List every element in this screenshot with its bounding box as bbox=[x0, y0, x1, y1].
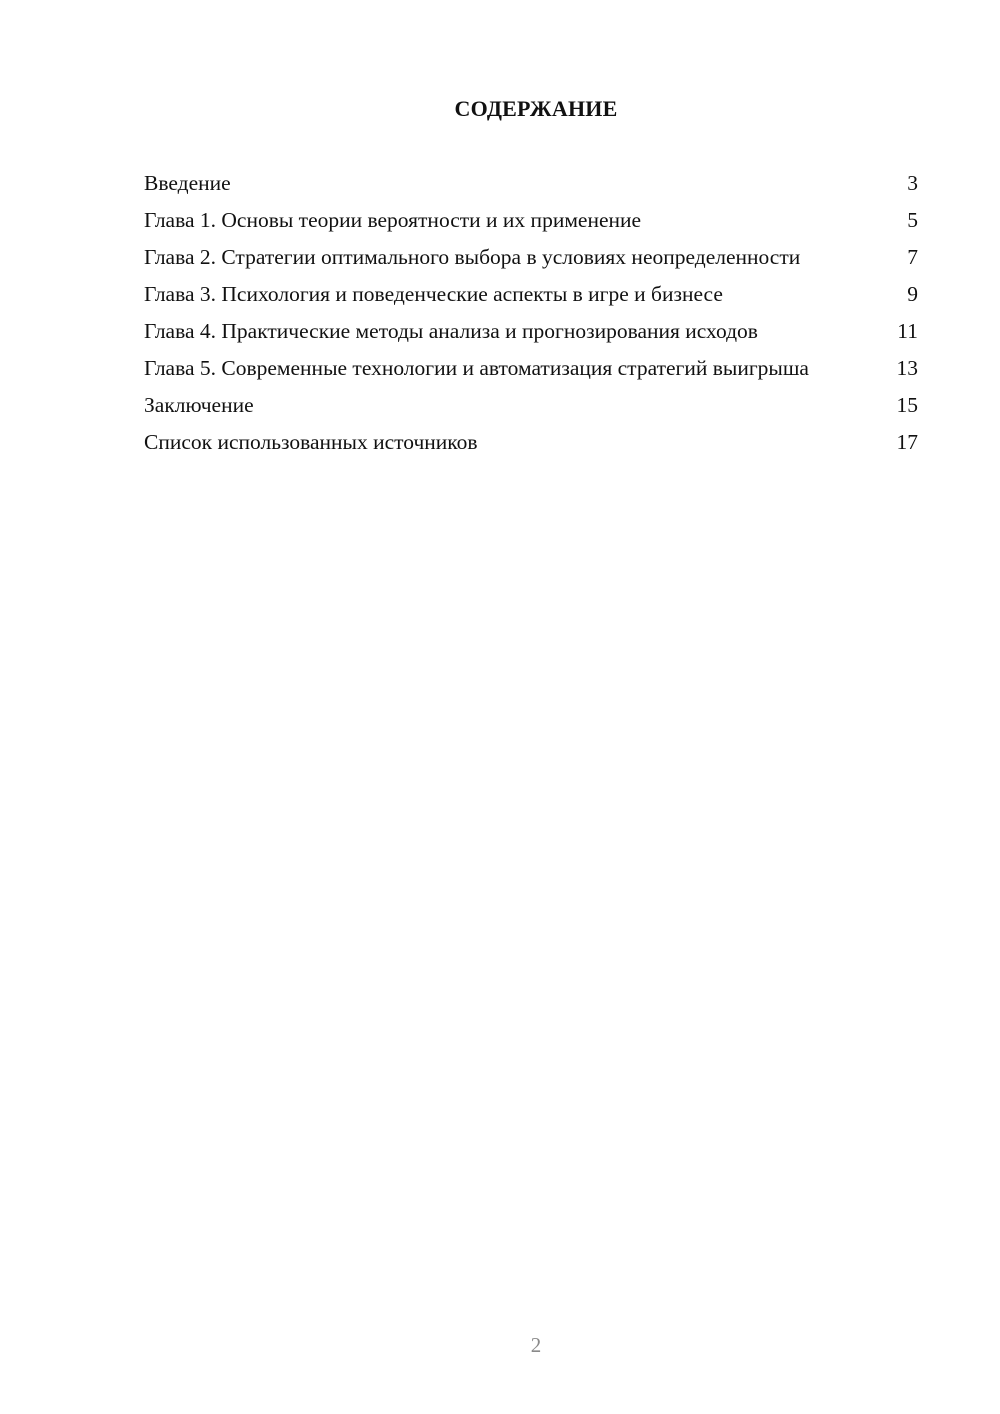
toc-entry[interactable] bbox=[144, 318, 918, 345]
toc-entry[interactable] bbox=[144, 355, 918, 382]
toc-entry-page: 9 bbox=[907, 282, 918, 306]
toc-entry-page: 5 bbox=[907, 208, 918, 232]
toc-entry-title: Список использованных источников bbox=[144, 430, 478, 454]
toc-entry-title: Заключение bbox=[144, 393, 254, 417]
toc-entry[interactable] bbox=[144, 281, 918, 308]
toc-entry[interactable] bbox=[144, 244, 918, 271]
page-title: СОДЕРЖАНИЕ bbox=[454, 96, 618, 121]
toc-entry-title: Глава 4. Практические методы анализа и прогнозирования исходов bbox=[144, 319, 758, 343]
toc-entry-title: Глава 2. Стратегии оптимального выбора в условиях неопределенности bbox=[144, 245, 801, 269]
toc-entry[interactable] bbox=[144, 207, 918, 234]
page-number: 2 bbox=[530, 1333, 542, 1357]
toc-entry-page: 15 bbox=[896, 393, 918, 417]
toc-entry-page: 3 bbox=[907, 171, 918, 195]
toc-entry-title: Глава 1. Основы теории вероятности и их применение bbox=[144, 208, 642, 232]
toc-entry-page: 11 bbox=[897, 319, 918, 343]
toc-entry-title: Введение bbox=[144, 171, 231, 195]
toc-entry-page: 7 bbox=[907, 245, 918, 269]
toc-entry-page: 13 bbox=[896, 356, 918, 380]
toc-entry-title: Глава 5. Современные технологии и автоматизация стратегий выигрыша bbox=[144, 356, 809, 380]
toc-entry-title: Глава 3. Психология и поведенческие аспекты в игре и бизнесе bbox=[144, 282, 723, 306]
toc-entry[interactable] bbox=[144, 170, 918, 197]
table-of-contents bbox=[144, 170, 918, 466]
toc-entry[interactable] bbox=[144, 429, 918, 456]
toc-entry[interactable] bbox=[144, 392, 918, 419]
toc-entry-page: 17 bbox=[896, 430, 918, 454]
